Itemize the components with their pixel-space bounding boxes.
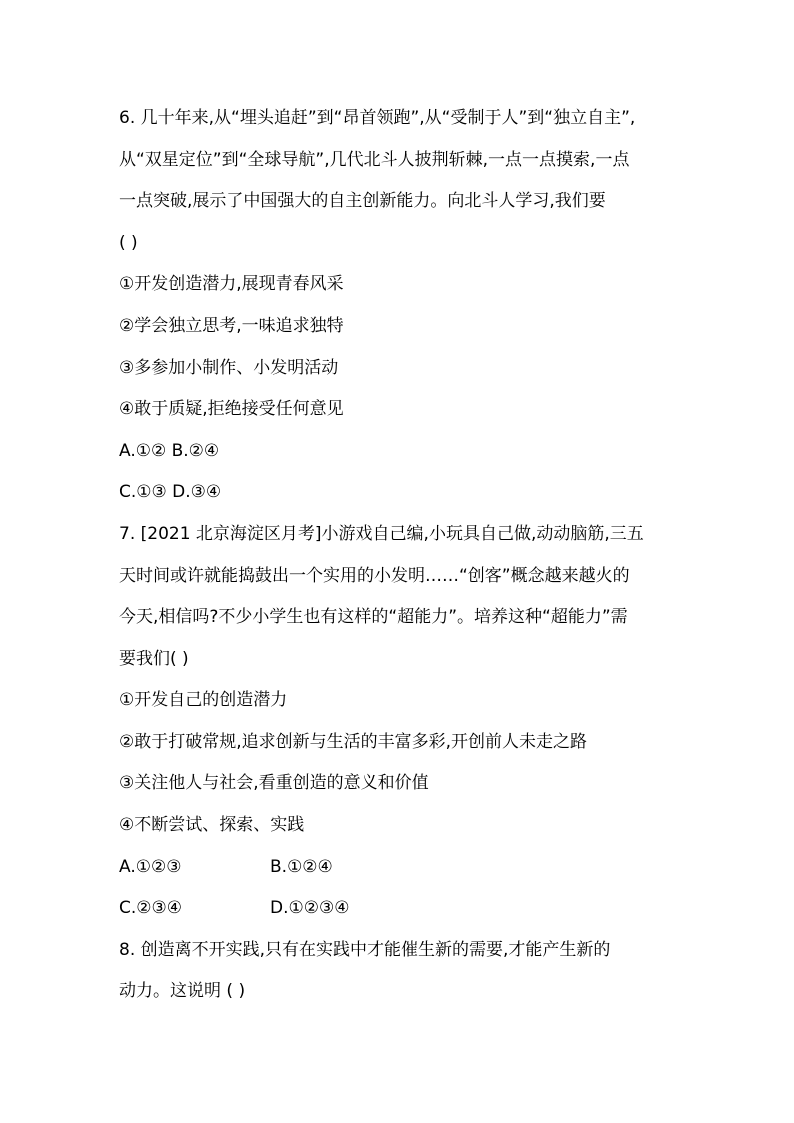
question-6-answer-blank: ( ) [119, 233, 138, 253]
question-6-option-1: ①开发创造潜力,展现青春风采 [119, 274, 344, 294]
question-8-stem-line-2: 动力。这说明 ( ) [119, 981, 246, 1001]
question-6-option-2: ②学会独立思考,一味追求独特 [119, 316, 344, 336]
question-6-option-4: ④敢于质疑,拒绝接受任何意见 [119, 399, 344, 419]
question-7-option-1: ①开发自己的创造潜力 [119, 690, 288, 710]
question-7-option-3: ③关注他人与社会,看重创造的意义和价值 [119, 773, 429, 793]
question-6-option-3: ③多参加小制作、小发明活动 [119, 358, 339, 378]
question-7-option-4: ④不断尝试、探索、实践 [119, 815, 305, 835]
question-8-stem-line-1: 8. 创造离不开实践,只有在实践中才能催生新的需要,才能产生新的 [119, 940, 611, 960]
question-7-choice-c: C.②③④ [119, 898, 182, 918]
question-6-choices-cd: C.①③ D.③④ [119, 482, 222, 502]
question-6-choices-ab: A.①② B.②④ [119, 441, 220, 461]
question-7-stem-line-1: 7. [2021 北京海淀区月考]小游戏自己编,小玩具自己做,动动脑筋,三五 [119, 524, 644, 544]
question-7-choice-d: D.①②③④ [270, 898, 350, 918]
question-7-stem-line-2: 天时间或许就能捣鼓出一个实用的小发明……“创客”概念越来越火的 [119, 566, 630, 586]
question-6-stem-line-1: 6. 几十年来,从“埋头追赶”到“昂首领跑”,从“受制于人”到“独立自主”, [119, 108, 636, 128]
question-7-option-2: ②敢于打破常规,追求创新与生活的丰富多彩,开创前人未走之路 [119, 732, 588, 752]
question-7-stem-line-3: 今天,相信吗?不少小学生也有这样的“超能力”。培养这种“超能力”需 [119, 607, 628, 627]
question-7-choice-a: A.①②③ [119, 857, 182, 877]
question-7-choice-b: B.①②④ [270, 857, 333, 877]
question-6-stem-line-3: 一点突破,展示了中国强大的自主创新能力。向北斗人学习,我们要 [119, 191, 606, 211]
question-6-stem-line-2: 从“双星定位”到“全球导航”,几代北斗人披荆斩棘,一点一点摸索,一点 [119, 150, 630, 170]
question-7-stem-line-4: 要我们( ) [119, 649, 189, 669]
